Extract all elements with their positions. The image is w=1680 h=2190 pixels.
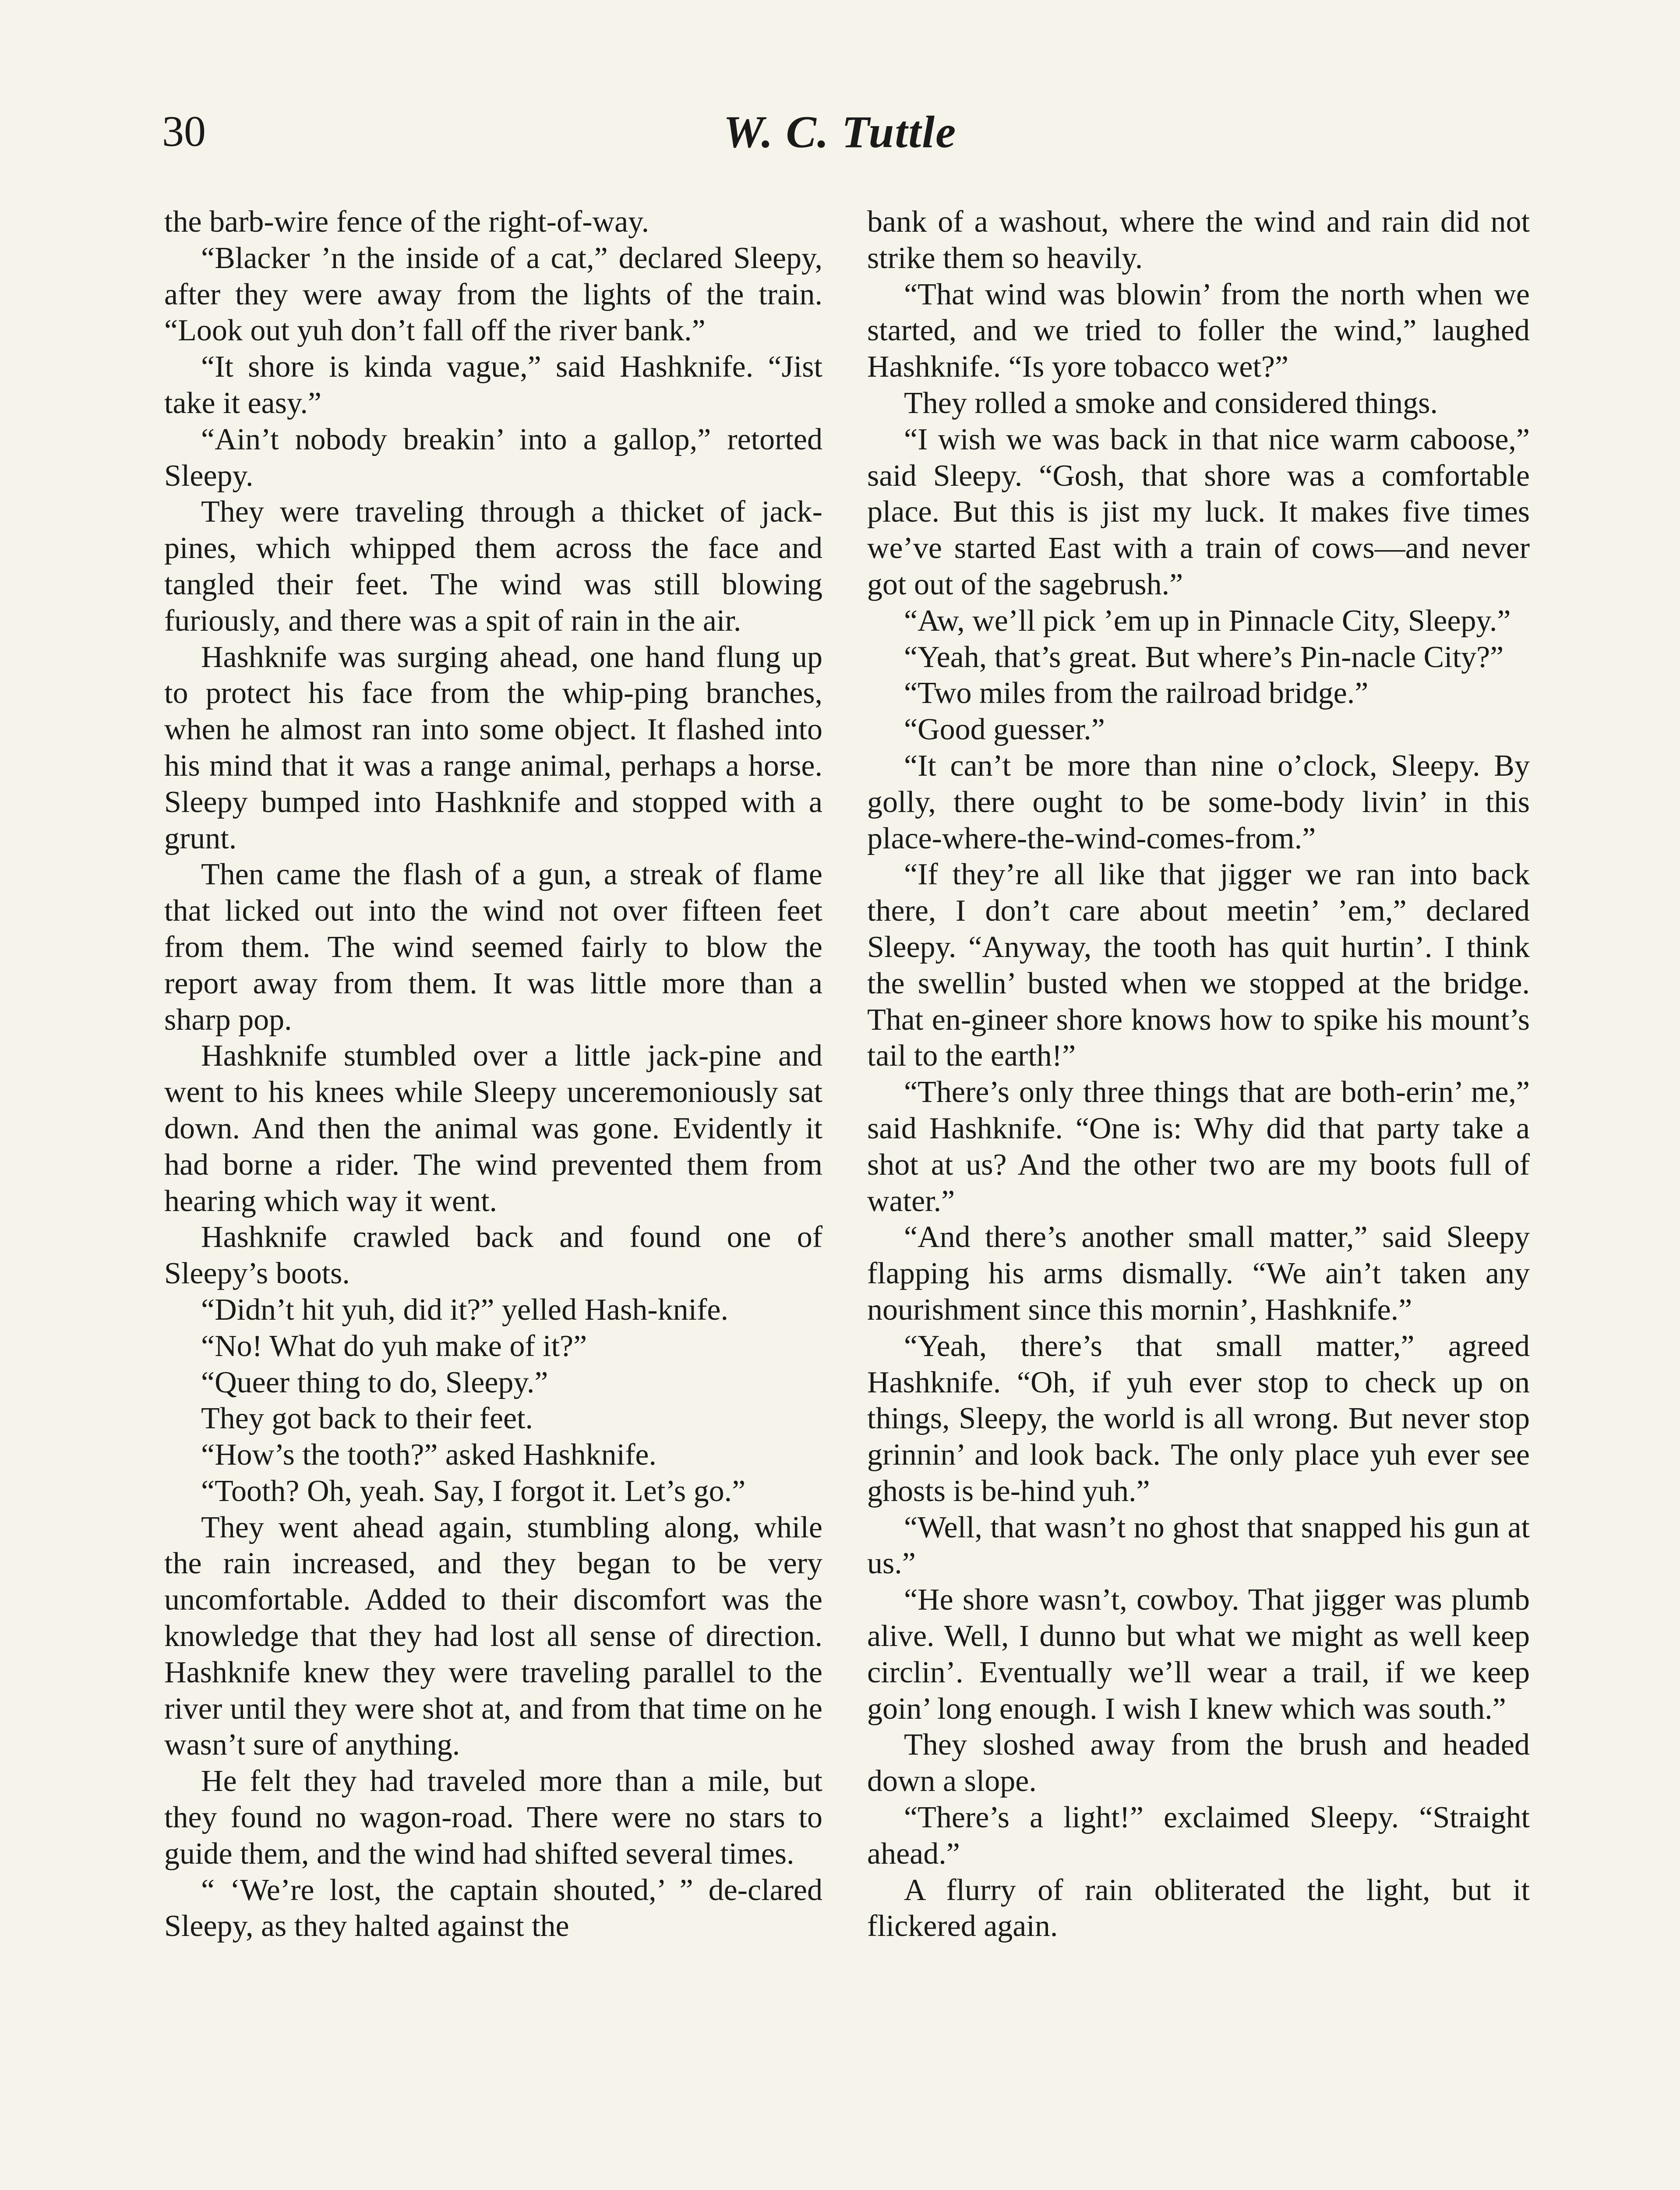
paragraph: “If they’re all like that jigger we ran into back there, I don’t care about meetin’ ’em,” declared Sleepy. “Anyway, the tooth has quit hurtin’. I think the swellin’ busted when we stopped at the bridge. That en-gineer shore knows how to spike his mount’s tail to the earth!” [867,858,1530,1073]
paragraph: Hashknife was surging ahead, one hand flung up to protect his face from the whip-ping branches, when he almost ran into some object. It flashed into his mind that it was a range animal, perhaps a horse. Sleepy bumped into Hashknife and stopped with a grunt. [164,640,822,855]
paragraph: Hashknife stumbled over a little jack-pine and went to his knees while Sleepy unceremoniously sat down. And then the animal was gone. Evidently it had borne a rider. The wind prevented them from hearing which way it went. [164,1039,822,1218]
paragraph: “Well, that wasn’t no ghost that snapped his gun at us.” [867,1510,1530,1581]
paragraph: “Good guesser.” [904,713,1105,747]
paragraph: “That wind was blowin’ from the north when we started, and we tried to foller the wind,” laughed Hashknife. “Is yore tobacco wet?” [867,277,1530,384]
paragraph: “There’s only three things that are both-erin’ me,” said Hashknife. “One is: Why did that party take a shot at us? And the other two are my boots full of water.” [867,1075,1530,1218]
paragraph: Then came the flash of a gun, a streak of flame that licked out into the wind not over fifteen feet from them. The wind seemed fairly to blow the report away from them. It was little more than a sharp pop. [164,858,822,1037]
paragraph: He felt they had traveled more than a mile, but they found no wagon-road. There were no stars to guide them, and the wind had shifted several times. [164,1764,822,1871]
paragraph: “Queer thing to do, Sleepy.” [201,1365,548,1399]
paragraph: “Ain’t nobody breakin’ into a gallop,” retorted Sleepy. [164,422,822,493]
paragraph: “ ‘We’re lost, the captain shouted,’ ” de-clared Sleepy, as they halted against the [164,1873,822,1943]
paragraph: “No! What do yuh make of it?” [201,1329,587,1363]
paragraph: “Yeah, that’s great. But where’s Pin-nacle City?” [904,640,1504,674]
paragraph: They were traveling through a thicket of jack-pines, which whipped them across the face and tangled their feet. The wind was still blowing furiously, and there was a spit of rain in the air. [164,495,822,638]
paragraph: “It shore is kinda vague,” said Hashknife. “Jist take it easy.” [164,350,822,420]
paragraph: They sloshed away from the brush and headed down a slope. [867,1728,1530,1798]
paragraph: They got back to their feet. [201,1402,533,1436]
paragraph: “He shore wasn’t, cowboy. That jigger was plumb alive. Well, I dunno but what we might as well keep circlin’. Eventually we’ll wear a trail, if we keep goin’ long enough. I wish I knew which was south.” [867,1583,1530,1726]
paragraph: A flurry of rain obliterated the light, but it flickered again. [867,1873,1530,1943]
paragraph: the barb-wire fence of the right-of-way. [164,205,649,239]
paragraph: bank of a washout, where the wind and rain did not strike them so heavily. [867,205,1530,275]
paragraph: “It can’t be more than nine o’clock, Sleepy. By golly, there ought to be some-body livin’ in this place-where-the-wind-comes-from.” [867,749,1530,855]
paragraph: “Tooth? Oh, yeah. Say, I forgot it. Let’s go.” [201,1474,746,1508]
paragraph: “There’s a light!” exclaimed Sleepy. “Straight ahead.” [867,1801,1530,1871]
paragraph: “How’s the tooth?” asked Hashknife. [201,1438,656,1472]
running-head: W. C. Tuttle [723,107,957,157]
paragraph: “Yeah, there’s that small matter,” agreed Hashknife. “Oh, if yuh ever stop to check up on things, Sleepy, the world is all wrong. But never stop grinnin’ and look back. The only place yuh ever see ghosts is be-hind yuh.” [867,1329,1530,1508]
paragraph: “Blacker ’n the inside of a cat,” declared Sleepy, after they were away from the lights of the train. “Look out yuh don’t fall off the river bank.” [164,241,822,348]
paragraph: They rolled a smoke and considered things. [904,386,1438,420]
paragraph: “And there’s another small matter,” said Sleepy flapping his arms dismally. “We ain’t taken any nourishment since this mornin’, Hashknife.” [867,1220,1530,1327]
left-column [164,204,822,1945]
paragraph: “Two miles from the railroad bridge.” [904,676,1369,710]
paragraph: Hashknife crawled back and found one of Sleepy’s boots. [164,1220,822,1291]
page-number: 30 [162,107,206,155]
right-column [867,204,1530,1945]
paragraph: “Didn’t hit yuh, did it?” yelled Hash-knife. [201,1293,728,1327]
paragraph: “I wish we was back in that nice warm caboose,” said Sleepy. “Gosh, that shore was a comfortable place. But this is jist my luck. It makes five times we’ve started East with a train of cows—and never got out of the sagebrush.” [867,422,1530,601]
paragraph: They went ahead again, stumbling along, while the rain increased, and they began to be very uncomfortable. Added to their discomfort was the knowledge that they had lost all sense of direction. Hashknife knew they were traveling parallel to the river until they were shot at, and from that time on he wasn’t sure of anything. [164,1510,822,1762]
paragraph: “Aw, we’ll pick ’em up in Pinnacle City, Sleepy.” [904,604,1511,638]
